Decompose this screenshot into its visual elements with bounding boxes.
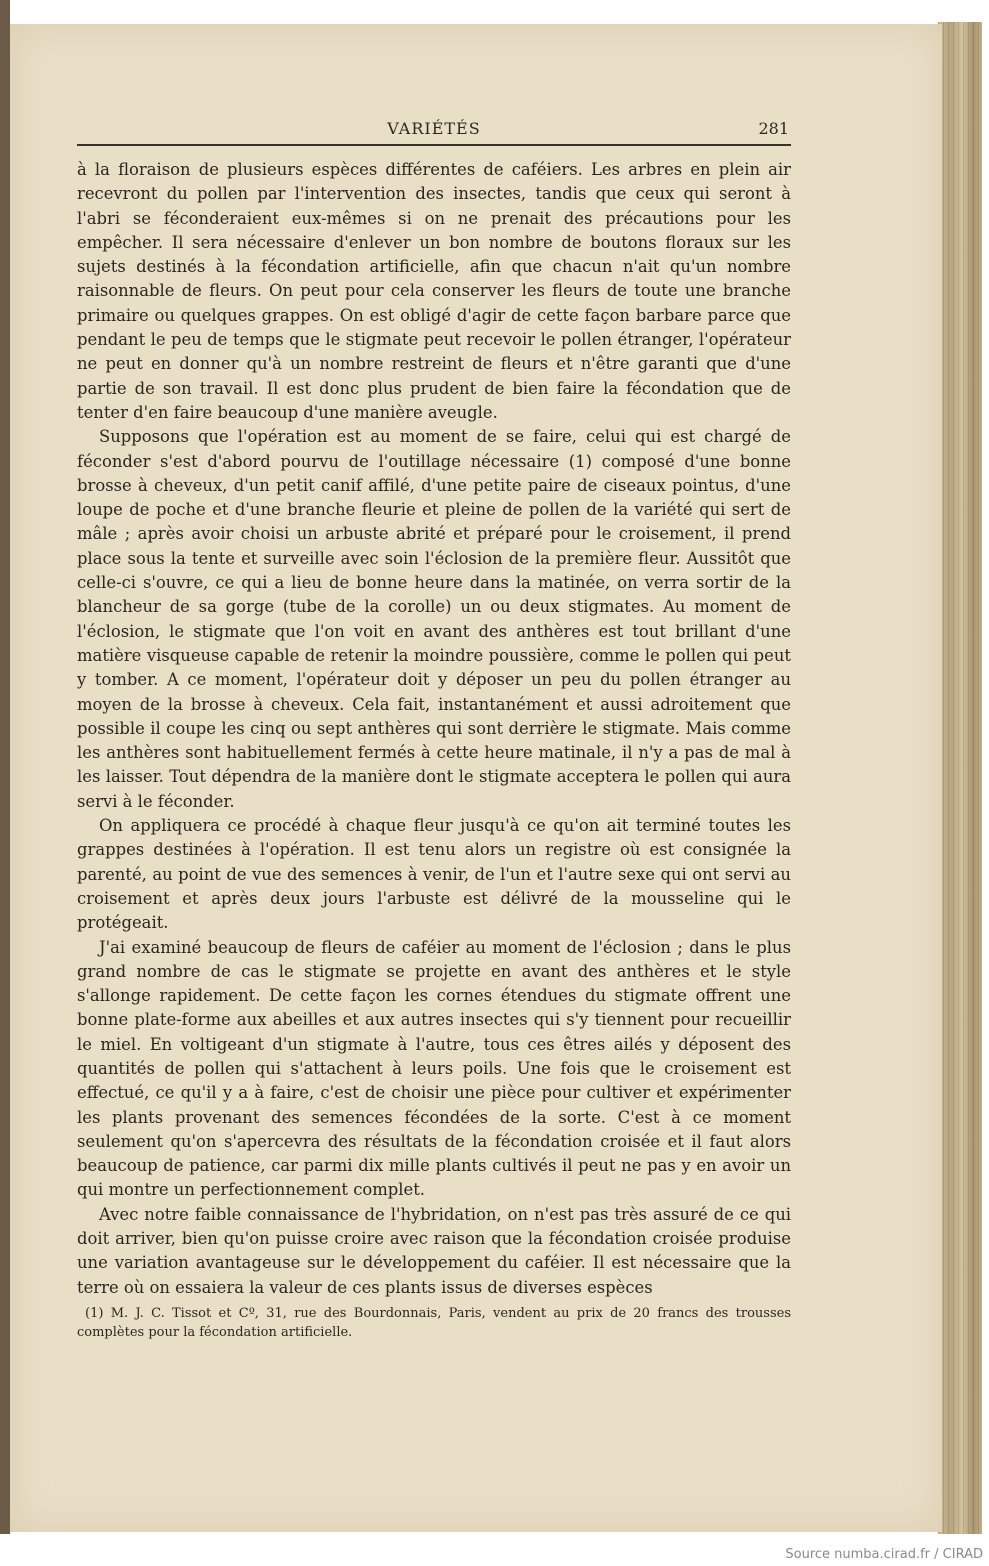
body-text xyxy=(77,158,791,1300)
paragraph: Avec notre faible connaissance de l'hybridation, on n'est pas très assuré de ce qui doit arriver, bien qu'on puisse croire avec raison que la fécondation croisée produise une variation avantageuse sur le développement du caféier. Il est nécessaire que la terre où on essaiera la valeur de ces plants issus de diverses espèces xyxy=(77,1204,791,1297)
source-credit: Source numba.cirad.fr / CIRAD xyxy=(785,1547,983,1562)
footnotes xyxy=(77,1304,791,1342)
running-header xyxy=(77,118,791,146)
paragraph: Supposons que l'opération est au moment de se faire, celui qui est chargé de féconder s'est d'abord pourvu de l'outillage nécessaire (1) composé d'une bonne brosse à cheveux, d'un petit canif affilé, d'une petite paire de ciseaux pointus, d'une loupe de poche et d'une branche fleurie et pleine de pollen de la variété qui sert de mâle ; après avoir choisi un arbuste abrité et préparé pour le croisement, il prend place sous la tente et surveille avec soin l'éclosion de la première fleur. Aussitôt que celle-ci s'ouvre, ce qui a lieu de bonne heure dans la matinée, on verra sortir de la blancheur de sa gorge (tube de la corolle) un ou deux stigmates. Au moment de l'éclosion, le stigmate que l'on voit en avant des anthères est tout brillant d'une matière visqueuse capable de retenir la moindre poussière, comme le pollen qui peut y tomber. A ce moment, l'opérateur doit y déposer un peu du pollen étranger au moyen de la brosse à cheveux. Cela fait, instantanément et aussi adroitement que possible il coupe les cinq ou sept anthères qui sont derrière le stigmate. Mais comme les anthères sont habituellement fermés à cette heure matinale, il n'y a pas de mal à les laisser. Tout dépendra de la manière dont le stigmate acceptera le pollen qui aura servi à le féconder. xyxy=(77,427,791,811)
page-number: 281 xyxy=(758,119,789,138)
paragraph: à la floraison de plusieurs espèces différentes de caféiers. Les arbres en plein air recevront du pollen par l'intervention des insectes, tandis que ceux qui seront à l'abri se féconderaient eux-mêmes si on ne prenait des précautions pour les empêcher. Il sera nécessaire d'enlever un bon nombre de boutons floraux sur les sujets destinés à la fécondation artificielle, afin que chacun n'ait qu'un nombre raisonnable de fleurs. On peut pour cela conserver les fleurs de toute une branche primaire ou quelques grappes. On est obligé d'agir de cette façon barbare parce que pendant le peu de temps que le stigmate peut recevoir le pollen étranger, l'opérateur ne peut en donner qu'à un nombre restreint de fleurs et n'être garanti que d'une partie de son travail. Il est donc plus prudent de bien faire la fécondation que de tenter d'en faire beaucoup d'une manière aveugle. xyxy=(77,160,791,422)
footnote: (1) M. J. C. Tissot et Cº, 31, rue des Bourdonnais, Paris, vendent au prix de 20 francs des trousses complètes pour la fécondation artificielle. xyxy=(77,1306,791,1340)
paragraph: J'ai examiné beaucoup de fleurs de caféier au moment de l'éclosion ; dans le plus grand nombre de cas le stigmate se projette en avant des anthères et le style s'allonge rapidement. De cette façon les cornes étendues du stigmate offrent une bonne plate-forme aux abeilles et aux autres insectes qui s'y tiennent pour recueillir le miel. En voltigeant d'un stigmate à l'autre, tous ces êtres ailés y déposent des quantités de pollen qui s'attachent à leurs poils. Une fois que le croisement est effectué, ce qu'il y a à faire, c'est de choisir une pièce pour cultiver et expérimenter les plants provenant des semences fécondées de la sorte. C'est à ce moment seulement qu'on s'apercevra des résultats de la fécondation croisée et il faut alors beaucoup de patience, car parmi dix mille plants cultivés il peut ne pas y en avoir un qui montre un perfectionnement complet. xyxy=(77,937,791,1200)
section-title: VARIÉTÉS xyxy=(387,119,481,138)
binding-spine xyxy=(0,0,10,1534)
paragraph: On appliquera ce procédé à chaque fleur jusqu'à ce qu'on ait terminé toutes les grappes destinées à l'opération. Il est tenu alors un registre où est consignée la parenté, au point de vue des semences à venir, de l'un et l'autre sexe qui ont servi au croisement et après deux jours l'arbuste est délivré de la mousseline qui le protégeait. xyxy=(77,816,791,933)
page-edges xyxy=(938,22,982,1534)
